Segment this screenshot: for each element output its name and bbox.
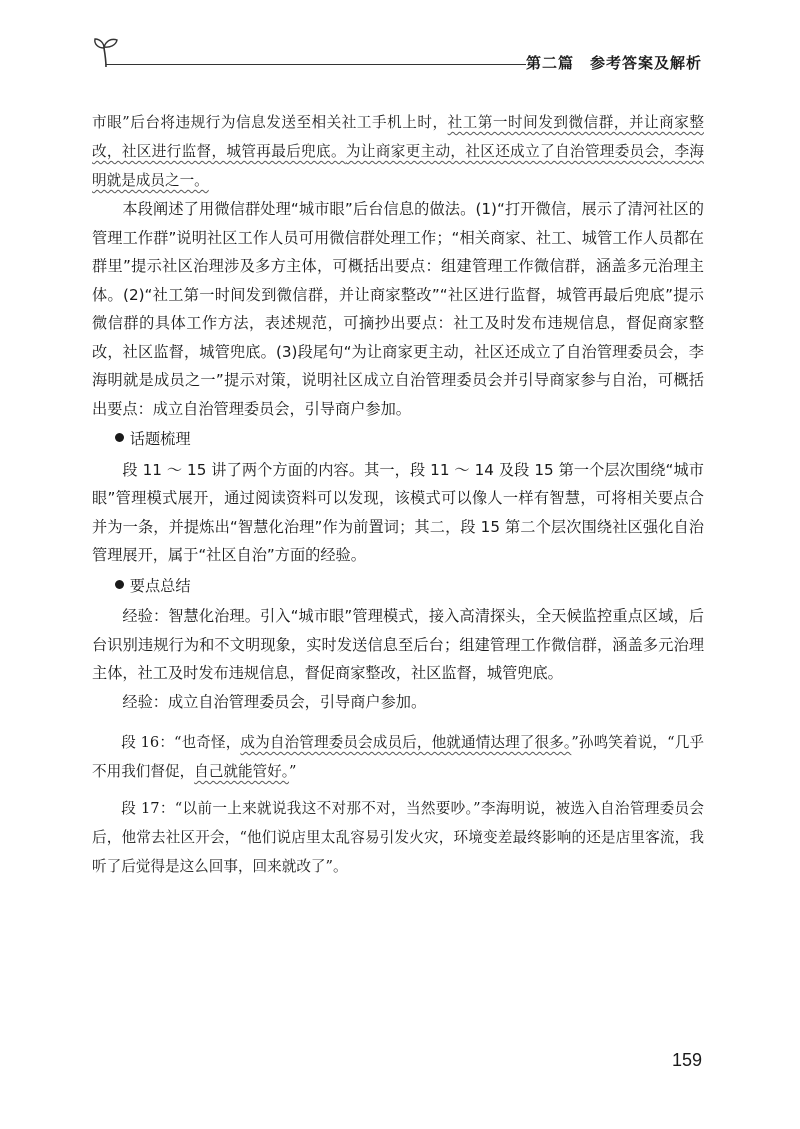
- topic-paragraph: 段 11 ～ 15 讲了两个方面的内容。其一，段 11 ～ 14 及段 15 第一个层次围绕“城市眼”管理模式展开，通过阅读资料可以发现，该模式可以像人一样有智慧，可将相关要点合并为一条，并提炼出“智慧化治理”作为前置词；其二，段 15 第二个层次围绕社区强化自治管理展开，属于“社区自治”方面的经验。: [92, 460, 704, 564]
- bullet-heading-summary: [92, 572, 704, 601]
- header-rule: [106, 64, 526, 65]
- text-run: 段 16：“也奇怪，: [121, 734, 241, 751]
- paragraph-quote-15-end: [92, 108, 704, 195]
- bullet-icon: [115, 580, 124, 589]
- quote-paragraph-17: 段 17：“以前一上来就说我这不对那不对，当然要吵。”李海明说，被选入自治管理委员会后，他常去社区开会，“他们说店里太乱容易引发火灾，环境变差最终影响的还是店里客流，我听了后觉得是这么回事，回来就改了”。: [92, 800, 704, 875]
- sprout-icon: [92, 34, 120, 68]
- text-run: ”: [289, 763, 297, 780]
- text-run: ”孙鸣笑着说，“几乎不用我们督促，: [92, 734, 704, 780]
- analysis-paragraph: 本段阐述了用微信群处理“城市眼”后台信息的做法。(1)“打开微信，展示了清河社区的管理工作群”说明社区工作人员可用微信群处理工作；“相关商家、社工、城管工作人员都在群里”提示社区治理涉及多方主体，可概括出要点：组建管理工作微信群，涵盖多元治理主体。(2)“社工第一时间发到微信群，并让商家整改”“社区进行监督，城管再最后兜底”提示微信群的具体工作方法，表述规范，可摘抄出要点：社工及时发布违规信息，督促商家整改，社区监督，城管兜底。(3)段尾句“为让商家更主动，社区还成立了自治管理委员会，李海明就是成员之一”提示对策，说明社区成立自治管理委员会并引导商家参与自治，可概括出要点：成立自治管理委员会，引导商户参加。: [92, 200, 704, 418]
- bullet-label: 要点总结: [129, 576, 191, 595]
- page-header: [92, 34, 702, 74]
- summary-paragraph-1: 经验：智慧化治理。引入“城市眼”管理模式，接入高清探头，全天候监控重点区域，后台识别违规行为和不文明现象，实时发送信息至后台；组建管理工作微信群，涵盖多元治理主体，社工及时发布违规信息，督促商家整改，社区监督，城管兜底。: [92, 607, 704, 682]
- underlined-text: 社工第一时间发到微信群，并让商家整改，社区进行监督，城管再最后兜底。: [92, 114, 704, 160]
- text-run: 市眼”后台将违规行为信息发送至相关社工手机上时，: [92, 114, 448, 131]
- bullet-label: 话题梳理: [129, 430, 191, 448]
- summary-paragraph-2: 经验：成立自治管理委员会，引导商户参加。: [122, 692, 427, 711]
- bullet-heading-topic: [92, 425, 704, 454]
- quote-paragraph-16: [92, 728, 704, 786]
- underlined-text: 自己就能管好。: [194, 763, 290, 780]
- underlined-text: 成为自治管理委员会成员后，他就通情达理了很多。: [240, 734, 572, 751]
- bullet-icon: [115, 433, 124, 442]
- underlined-text: 为让商家更主动，社区还成立了自治管理委员会，李海明就是成员之一。: [92, 143, 704, 189]
- page-number: 159: [671, 1050, 702, 1070]
- section-title: 第二篇 参考答案及解析: [525, 54, 702, 72]
- page-content: [92, 108, 704, 881]
